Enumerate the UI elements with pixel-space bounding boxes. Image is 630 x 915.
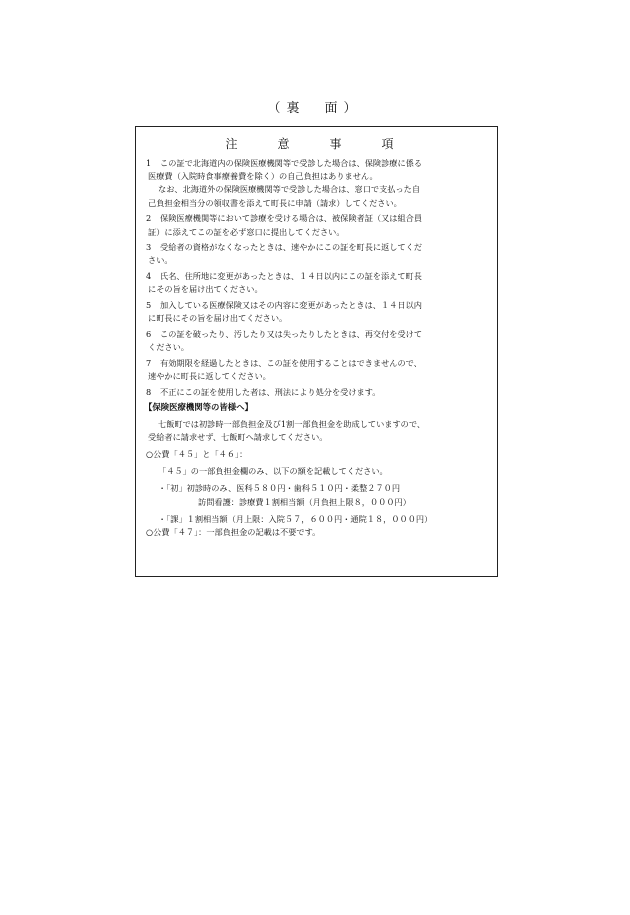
notice-item-7-line-2: 速やかに町長に返してください。: [148, 371, 271, 382]
notice-item-1-extra-2: 己負担金相当分の領収書を添えて町長に申請（請求）してください。: [148, 197, 402, 208]
notice-item-4-line-1: 4 氏名、住所地に変更があったときは、１４日以内にこの証を添えて町長: [146, 271, 422, 282]
notice-item-5: [146, 299, 487, 325]
institutions-intro: [146, 418, 487, 444]
notice-box: [135, 126, 498, 577]
notice-item-8-line-1: 8 不正にこの証を使用した者は、刑法により処分を受けます。: [146, 386, 381, 397]
notice-item-1-extra-1: なお、北海道外の保険医療機関等で受診した場合は、窓口で支払った自: [158, 184, 421, 195]
notice-item-6-line-2: ください。: [148, 342, 189, 353]
notice-item-5-line-2: に町長にその旨を届け出てください。: [148, 313, 288, 324]
notice-item-6-line-1: 6 この証を破ったり、汚したり又は失ったりしたときは、再交付を受けて: [146, 328, 423, 339]
notice-item-3: [146, 241, 487, 267]
note-45: [146, 465, 487, 478]
notice-item-3-line-2: さい。: [148, 255, 173, 266]
notice-item-8: [146, 386, 487, 399]
public-45-46-label: ○公費「４５」と「４６」：: [146, 449, 248, 460]
notice-item-4-line-2: にその旨を届け出てください。: [148, 284, 263, 295]
notice-item-1: [146, 157, 487, 210]
first-visit-fees: [146, 482, 487, 508]
public-45-46: [146, 448, 487, 461]
notice-item-3-line-1: 3 受給者の資格がなくなったときは、速やかにこの証を町長に返してくだ: [146, 242, 423, 253]
institutions-heading: 【保険医療機関等の皆様へ】: [144, 402, 253, 413]
public-47-text: ○公費「４７」：一部負担金の記載は不要です。: [146, 527, 321, 538]
notice-item-2-line-2: 証）に添えてこの証を必ず窓口に提出してください。: [148, 226, 345, 237]
notice-item-2-line-1: 2 保険医療機関等において診療を受ける場合は、被保険者証（又は組合員: [146, 213, 423, 224]
note-45-text: 「４５」の一部負担金欄のみ、以下の額を記載してください。: [158, 466, 388, 477]
notice-heading: 注 意 事 項: [225, 137, 408, 151]
notice-item-1-line-1: 1 この証で北海道内の保険医療機関等で受診した場合は、保険診療に係る: [146, 158, 423, 168]
notice-item-4: [146, 270, 487, 296]
notice-item-5-line-1: 5 加入している医療保険又はその内容に変更があったときは、１４日以内: [146, 300, 422, 311]
home-nursing-text: 訪問看護：診療費１割相当額（月負担上限８，０００円）: [198, 496, 411, 507]
notice-item-7: [146, 357, 487, 383]
first-visit-fees-text: ・「初」初診時のみ、医科５８０円・歯科５１０円・柔整２７０円: [158, 483, 401, 494]
notice-item-7-line-1: 7 有効期限を経過したときは、この証を使用することはできませんので、: [146, 357, 422, 368]
notice-item-1-line-2: 医療費（入院時食事療養費を除く）の自己負担はありません。: [148, 171, 378, 182]
institutions-intro-line-2: 受給者に請求せず、七飯町へ請求してください。: [148, 431, 328, 442]
tax-10pct: [146, 513, 487, 539]
notice-item-2: [146, 212, 487, 238]
tax-10pct-text: ・「課」１割相当額（月上限：入院５７，６００円・通院１８，０００円）: [158, 513, 433, 524]
institutions-intro-line-1: 七飯町では初診時一部負担金及び1割一部負担金を助成していますので、: [158, 418, 426, 429]
page-title: （裏 面）: [267, 101, 363, 116]
notice-item-6: [146, 328, 487, 354]
